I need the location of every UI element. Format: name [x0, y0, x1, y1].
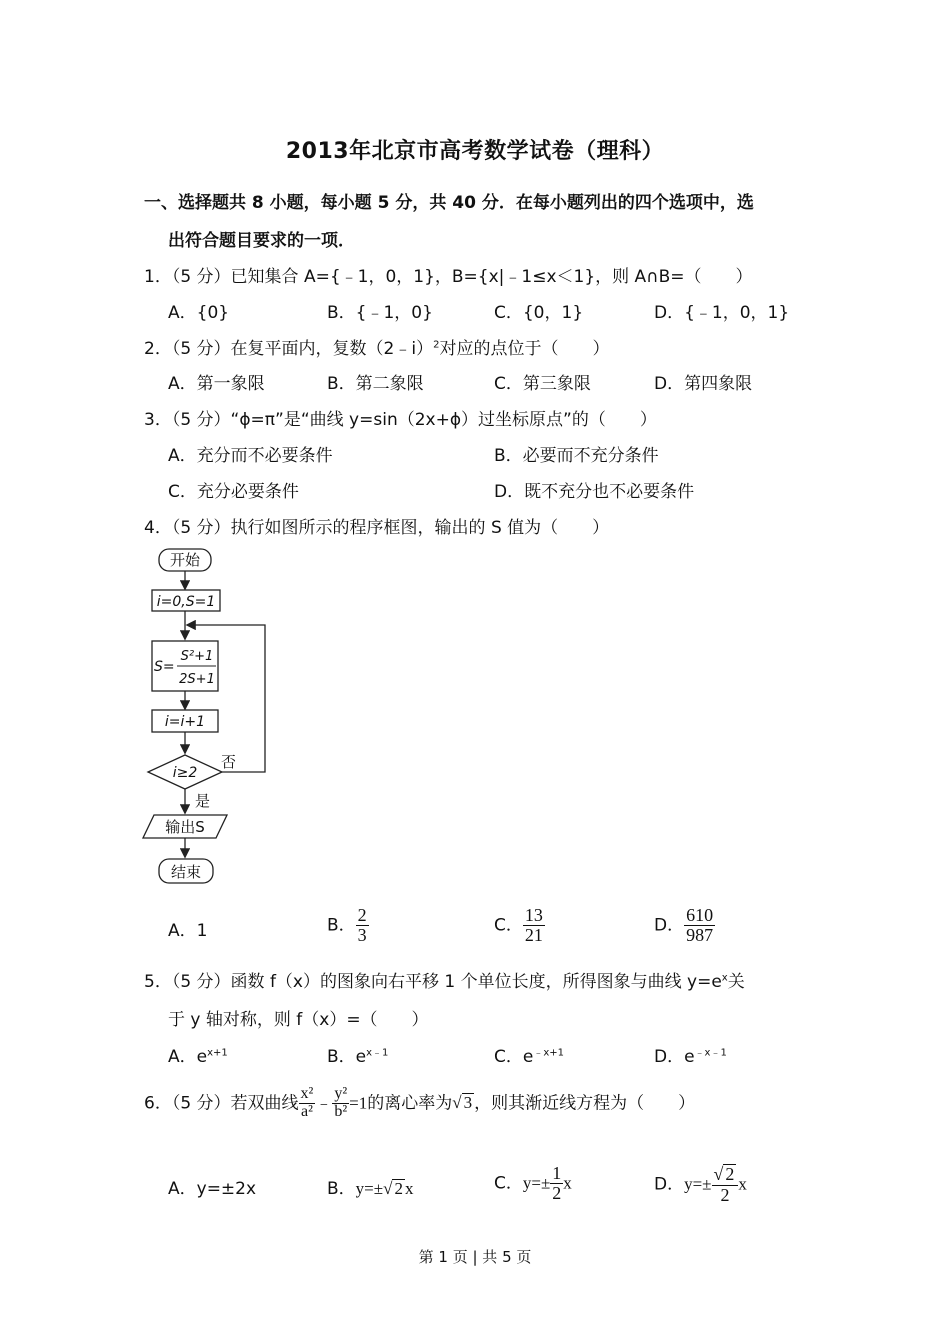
flow-no-label: 否 [221, 753, 237, 771]
q6-option-c-denominator: 2 [552, 1182, 562, 1203]
q4-option-c-label: C． [494, 915, 523, 936]
q4-option-b-numerator: 2 [357, 905, 367, 925]
q1-option-b: B．{﹣1，0} [327, 303, 433, 323]
q2-exponent: 2 [433, 339, 440, 351]
flow-yes-label: 是 [195, 792, 211, 810]
q6-option-c-prefix: y=± [522, 1173, 551, 1193]
flow-start-label: 开始 [169, 551, 201, 569]
q3-option-b: B．必要而不充分条件 [494, 446, 659, 466]
q6-equals: =1 [349, 1093, 368, 1113]
flow-output-label: 输出S [165, 818, 205, 836]
flow-assign-denominator: 2S+1 [179, 672, 215, 687]
q6-sqrt-value: 3 [463, 1093, 473, 1113]
q6-option-b-prefix: y=± [355, 1179, 384, 1198]
q5-option-c [494, 1042, 564, 1067]
program-flowchart [140, 540, 280, 890]
q4-option-d-label: D． [654, 915, 685, 936]
flow-condition-label: i≥2 [172, 765, 198, 781]
question-1-stem: 1．（5 分）已知集合 A={﹣1，0，1}，B={x|﹣1≤x＜1}，则 A∩B=（ ） [144, 267, 753, 287]
q6-option-b-sqrt: 2 [394, 1179, 403, 1198]
section-heading-line2: 出符合题目要求的一项． [168, 231, 355, 251]
q6-option-d-numerator-sqrt: 2 [725, 1164, 735, 1184]
q5-option-c-exponent: ﹣x+1 [533, 1047, 565, 1059]
q4-option-b [327, 906, 369, 945]
q6-option-a: A．y=±2x [168, 1179, 257, 1199]
q6-frac1-denominator: a² [300, 1102, 313, 1120]
q4-option-d-denominator: 987 [686, 924, 714, 945]
q6-frac1-numerator: x² [300, 1085, 314, 1102]
question-5-stem-line1 [144, 967, 745, 992]
q5-option-b-label: B．e [327, 1047, 367, 1067]
q6-option-d-denominator: 2 [720, 1184, 730, 1205]
q6-option-b-suffix: x [404, 1179, 414, 1198]
q4-option-b-label: B． [327, 915, 356, 936]
question-6-stem: 6．（5 分）若双曲线 $\frac{\text{x²}}{\text{a²}}$ ﹣ $\frac{\text{y²}}{\text{b²}}$ =1的离心率为√ 3 ，则其渐近线方程为（ ） [144, 1085, 696, 1120]
question-5-stem-line2: 于 y 轴对称，则 f（x）=（ ） [168, 1010, 429, 1030]
question-3-stem: 3．（5 分）“ϕ=π”是“曲线 y=sin（2x+ϕ）过坐标原点”的（ ） [144, 410, 657, 430]
q1-option-c: C．{0，1} [494, 303, 584, 323]
q4-option-b-denominator: 3 [357, 924, 367, 945]
flow-end-label: 结束 [170, 863, 202, 881]
q6-option-c-numerator: 1 [552, 1163, 562, 1183]
q4-option-c-denominator: 21 [524, 924, 543, 945]
q2-option-a: A．第一象限 [168, 374, 265, 394]
q6-stem-before: 6．（5 分）若双曲线 [144, 1093, 299, 1114]
q1-option-d: D．{﹣1，0，1} [654, 303, 790, 323]
q3-option-c: C．充分必要条件 [168, 482, 299, 502]
q5-option-a [168, 1042, 228, 1067]
q4-option-d-numerator: 610 [686, 905, 714, 925]
q4-option-d [654, 906, 715, 945]
q5-option-b [327, 1042, 388, 1067]
q6-option-d-prefix: y=± [684, 1174, 712, 1194]
flow-assign-numerator: S²+1 [180, 649, 214, 664]
flow-increment-label: i=i+1 [164, 714, 206, 730]
flow-init-label: i=0,S=1 [156, 594, 216, 610]
q4-option-c [494, 906, 545, 945]
page-footer: 第 1 页 | 共 5 页 [418, 1248, 532, 1266]
q5-option-d-exponent: ﹣x﹣1 [694, 1047, 727, 1059]
q6-option-d-label: D． [654, 1174, 685, 1195]
q3-option-d: D．既不充分也不必要条件 [494, 482, 695, 502]
q3-option-a: A．充分而不必要条件 [168, 446, 333, 466]
q6-frac2-numerator: y² [334, 1085, 348, 1102]
q6-option-b: B．y=±√ 2 x [327, 1179, 414, 1199]
q5-option-b-exponent: x﹣1 [366, 1047, 389, 1059]
flow-assign-lhs: S= [154, 659, 175, 675]
page-title: 2013年北京市高考数学试卷（理科） [285, 139, 665, 164]
q2-stem-before: 2．（5 分）在复平面内，复数（2﹣i） [144, 339, 434, 359]
q5-option-a-exponent: x+1 [207, 1047, 228, 1059]
q5-option-a-label: A．e [168, 1047, 208, 1067]
q5-option-d-label: D．e [654, 1047, 695, 1067]
q5-option-d [654, 1042, 727, 1067]
q5-option-c-label: C．e [494, 1047, 534, 1067]
q6-frac2-denominator: b² [334, 1102, 348, 1120]
q2-option-b: B．第二象限 [327, 374, 424, 394]
section-heading-line1: 一、选择题共 8 小题，每小题 5 分，共 40 分．在每小题列出的四个选项中，选 [144, 193, 754, 213]
q6-option-d-suffix: x [738, 1174, 747, 1194]
q2-option-c: C．第三象限 [494, 374, 591, 394]
question-4-stem: 4．（5 分）执行如图所示的程序框图，输出的 S 值为（ ） [144, 518, 610, 538]
q1-option-a: A．{0} [168, 303, 230, 323]
q4-option-a: A．1 [168, 921, 208, 941]
q2-option-d: D．第四象限 [654, 374, 753, 394]
q6-stem-after: ，则其渐近线方程为（ ） [474, 1093, 696, 1114]
q6-stem-mid: 的离心率为 [367, 1093, 453, 1114]
q5-line1-exponent: x [721, 972, 728, 984]
q6-minus: ﹣ [315, 1093, 333, 1114]
q6-option-b-label: B． [327, 1179, 356, 1199]
q6-option-c [494, 1164, 572, 1203]
q5-line1-before: 5．（5 分）函数 f（x）的图象向右平移 1 个单位长度，所得图象与曲线 y=e [144, 972, 722, 992]
q5-line1-after: 关 [727, 972, 745, 992]
q2-stem-after: 对应的点位于（ ） [439, 339, 610, 359]
q6-option-d: D．y=± $\frac{√ 2}{2}$ x [654, 1164, 747, 1205]
question-2-stem [144, 334, 609, 359]
q6-option-c-label: C． [494, 1173, 523, 1194]
q4-option-c-numerator: 13 [524, 905, 543, 925]
q6-option-c-suffix: x [563, 1173, 572, 1193]
